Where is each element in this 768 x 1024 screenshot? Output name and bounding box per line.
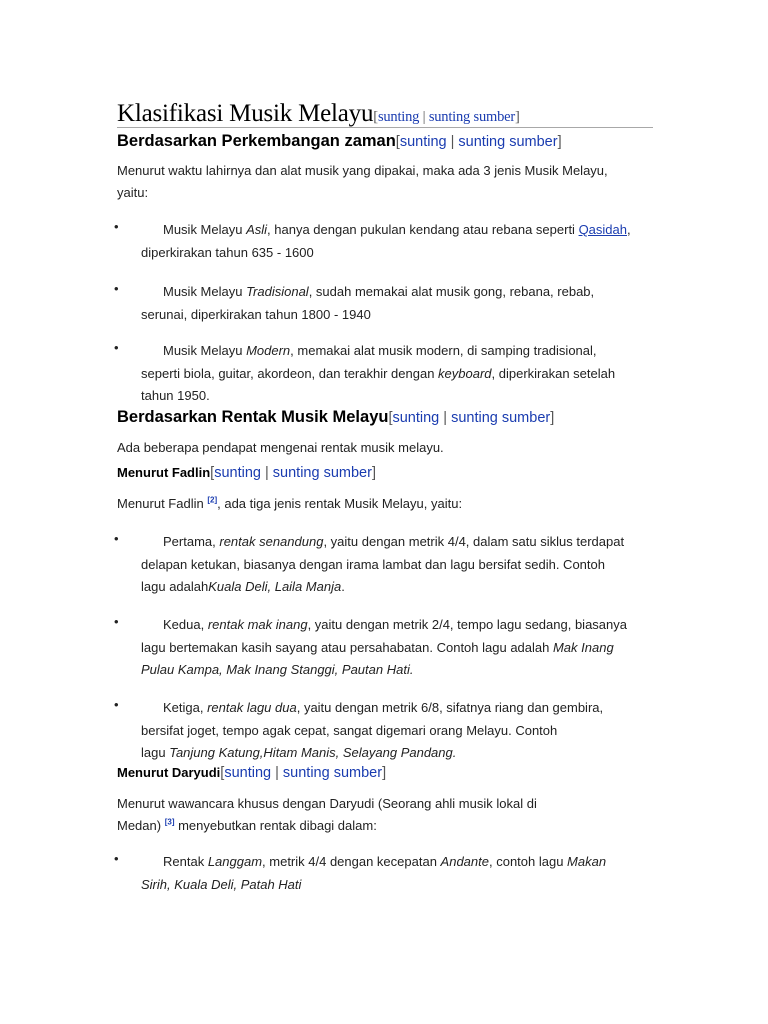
edit-links: [sunting | sunting sumber] [210,465,376,481]
page-title: Klasifikasi Musik Melayu[sunting | sunting sumber] [117,100,520,127]
edit-source-link[interactable]: sunting sumber [282,765,383,781]
list-item: Musik Melayu Tradisional, sudah memakai alat musik gong, rebana, rebab, serunai, diperkirakan tahun 1800 - 1940 [141,284,595,322]
paragraph: Menurut waktu lahirnya dan alat musik yang dipakai, maka ada 3 jenis Musik Melayu, yaitu: [117,163,608,200]
edit-link[interactable]: sunting [214,465,261,481]
paragraph: Menurut Fadlin [2], ada tiga jenis rentak Musik Melayu, yaitu: [117,495,463,511]
edit-links: [sunting | sunting sumber] [373,109,520,125]
edit-links: [sunting | sunting sumber] [220,765,387,781]
paragraph: Menurut wawancara khusus dengan Daryudi (Seorang ahli musik lokal di Medan) [3] menyebutkan rentak dibagi dalam: [117,796,537,833]
bullet-icon: • [114,340,119,355]
bullet-icon: • [114,281,119,296]
edit-links: [sunting | sunting sumber] [395,134,562,150]
edit-link[interactable]: sunting [399,134,447,150]
bullet-icon: • [114,697,119,712]
edit-link[interactable]: sunting [224,765,272,781]
edit-source-link[interactable]: sunting sumber [451,410,551,426]
edit-link[interactable]: sunting [377,109,420,125]
paragraph: Ada beberapa pendapat mengenai rentak musik melayu. [117,440,444,455]
list-item: Rentak Langgam, metrik 4/4 dengan kecepatan Andante, contoh lagu Makan Sirih, Kuala Deli, Patah Hati [141,854,607,892]
edit-source-link[interactable]: sunting sumber [428,109,516,125]
bullet-icon: • [114,851,119,866]
bullet-icon: • [114,614,119,629]
edit-source-link[interactable]: sunting sumber [458,134,558,150]
section-heading-rentak: Berdasarkan Rentak Musik Melayu[sunting | sunting sumber] [117,408,555,426]
list-item: Kedua, rentak mak inang, yaitu dengan metrik 2/4, tempo lagu sedang, biasanya lagu bertemakan kasih sayang atau persahabatan. Contoh lagu adalah Mak Inang Pulau Kampa, Mak Inang Stanggi, Pautan Hati. [141,617,627,677]
edit-link[interactable]: sunting [392,410,440,426]
bullet-icon: • [114,219,119,234]
section-heading-perkembangan: Berdasarkan Perkembangan zaman[sunting | sunting sumber] [117,132,562,150]
title-divider [117,127,653,128]
qasidah-link[interactable]: Qasidah [578,222,627,237]
edit-links: [sunting | sunting sumber] [388,410,555,426]
bullet-icon: • [114,531,119,546]
list-item: Ketiga, rentak lagu dua, yaitu dengan metrik 6/8, sifatnya riang dan gembira, bersifat joget, tempo agak cepat, sangat digemari orang Melayu. Contoh lagu Tanjung Katung,Hitam Manis, Selayang Pandang. [141,700,604,760]
edit-source-link[interactable]: sunting sumber [272,465,372,481]
list-item: Musik Melayu Asli, hanya dengan pukulan kendang atau rebana seperti Qasidah, diperkirakan tahun 635 - 1600 [141,222,631,260]
list-item: Pertama, rentak senandung, yaitu dengan metrik 4/4, dalam satu siklus terdapat delapan ketukan, biasanya dengan irama lambat dan lagu bersifat sedih. Contoh lagu adalahKuala Deli, Laila Manja. [141,534,625,594]
subsection-heading-daryudi: Menurut Daryudi[sunting | sunting sumber] [117,765,387,781]
reference-link[interactable]: [2] [207,495,218,505]
list-item: Musik Melayu Modern, memakai alat musik modern, di samping tradisional, seperti biola, guitar, akordeon, dan terakhir dengan keyboard, diperkirakan setelah tahun 1950. [141,343,616,403]
subsection-heading-fadlin: Menurut Fadlin[sunting | sunting sumber] [117,465,376,481]
reference-link[interactable]: [3] [164,817,175,827]
